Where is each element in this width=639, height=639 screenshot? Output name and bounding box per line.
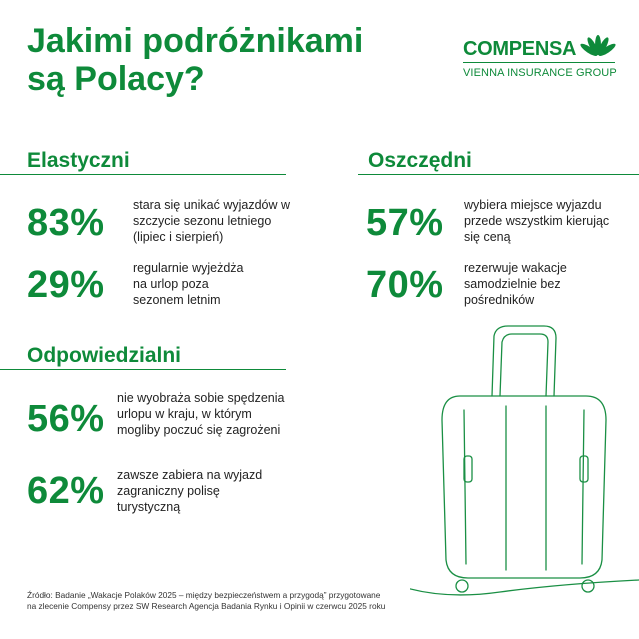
stat-value: 56% (27, 398, 105, 440)
logo-brand-text: COMPENSA (463, 38, 577, 60)
stat-odpowiedzialni-1 (27, 390, 292, 438)
stat-value: 83% (27, 202, 105, 244)
stat-text: regularnie wyjeżdża na urlop poza sezonem letnim (133, 261, 244, 307)
page-title (27, 22, 363, 98)
stat-value: 62% (27, 470, 105, 512)
page-title-line-2: są Polacy? (27, 60, 205, 98)
stat-oszczedni-2 (366, 260, 589, 308)
stat-value: 70% (366, 264, 444, 306)
stat-text: nie wyobraża sobie spędzenia urlopu w kraju, w którym mogliby poczuć się zagrożeni (117, 391, 285, 437)
stat-elastyczni-2 (27, 260, 253, 308)
page-title-line-1: Jakimi podróżnikami (27, 22, 364, 60)
section-rule-odpowiedzialni (0, 369, 286, 370)
source-line-1: Źródło: Badanie „Wakacje Polaków 2025 – między bezpieczeństwem a przygodą” przygotowane (27, 590, 381, 600)
fan-logo-icon (579, 34, 617, 60)
section-rule-oszczedni (358, 174, 639, 175)
stat-elastyczni-1 (27, 197, 303, 245)
logo-subtitle: VIENNA INSURANCE GROUP (463, 67, 617, 79)
logo-divider (463, 62, 615, 63)
section-title-elastyczni: Elastyczni (27, 149, 130, 172)
stat-text: rezerwuje wakacje samodzielnie bez pośredników (464, 261, 567, 307)
source-footnote (27, 590, 447, 612)
stat-value: 57% (366, 202, 444, 244)
stat-value: 29% (27, 264, 105, 306)
stat-oszczedni-1 (366, 197, 614, 245)
stat-text: zawsze zabiera na wyjazd zagraniczny polisę turystyczną (117, 468, 263, 514)
suitcase-line-icon (410, 310, 639, 600)
section-title-odpowiedzialni: Odpowiedzialni (27, 344, 182, 367)
section-rule-elastyczni (0, 174, 286, 175)
section-title-oszczedni: Oszczędni (368, 149, 472, 172)
stat-text: wybiera miejsce wyjazdu przede wszystkim kierując się ceną (464, 198, 610, 244)
stat-text: stara się unikać wyjazdów w szczycie sezonu letniego (lipiec i sierpień) (133, 198, 291, 244)
stat-odpowiedzialni-2 (27, 467, 267, 515)
source-line-2: na zlecenie Compensy przez SW Research Agencja Badania Rynku i Opinii w czerwcu 2025 roku (27, 601, 386, 611)
